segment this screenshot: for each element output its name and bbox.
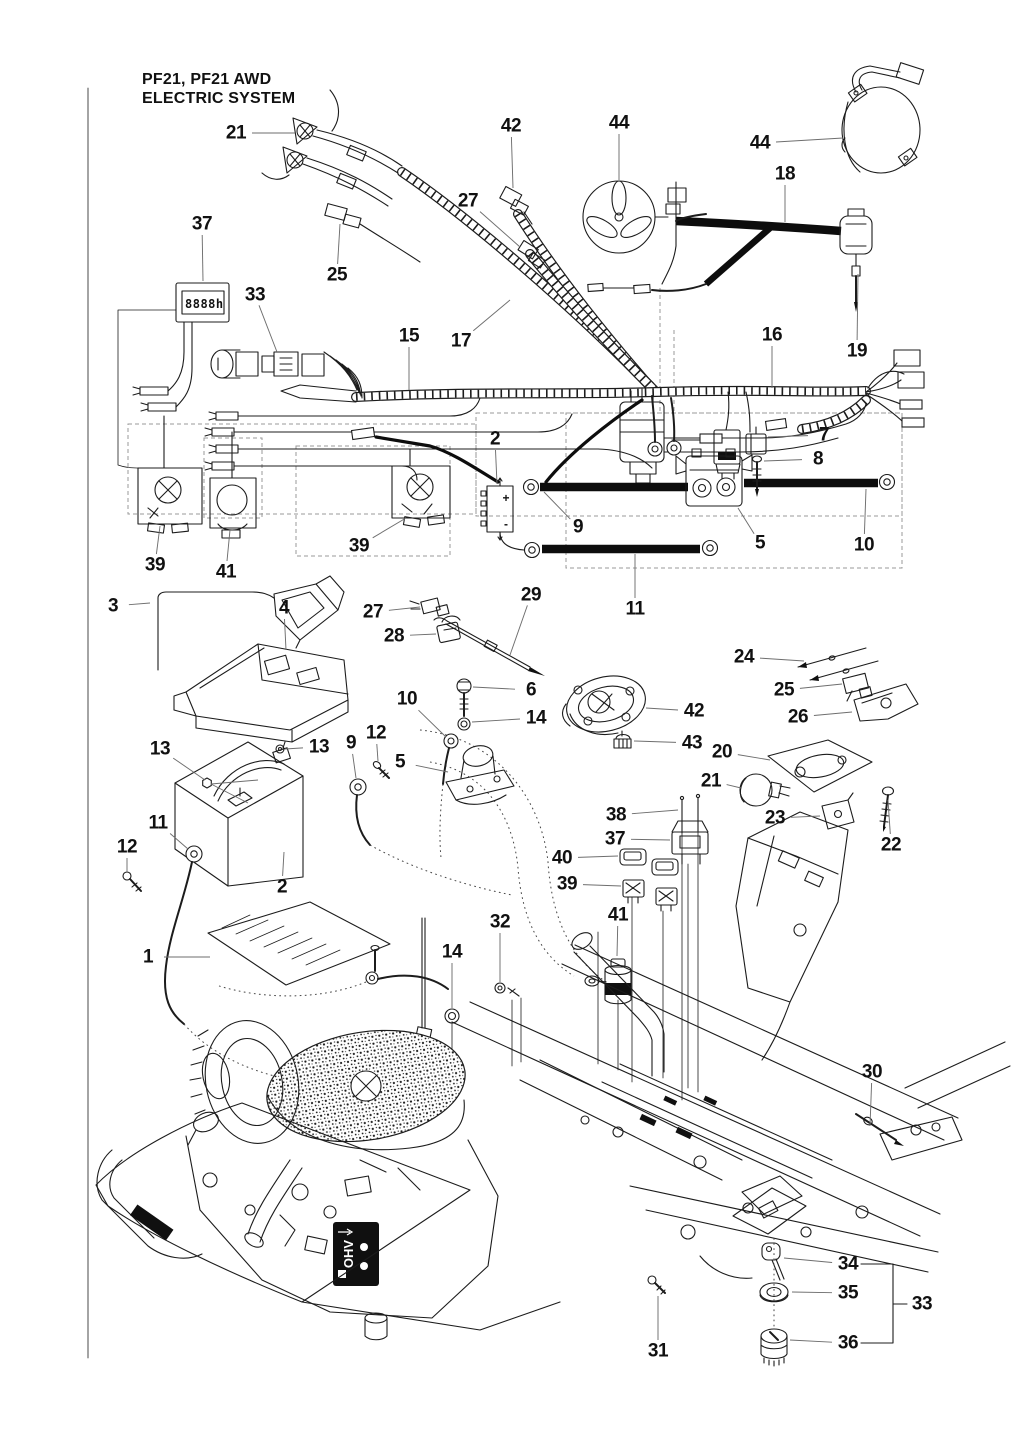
battery-plus-sign: +	[502, 491, 510, 505]
leader-line-9	[353, 754, 356, 778]
connector-27-28-mid	[410, 598, 461, 643]
leader-line-28	[410, 634, 436, 635]
callout-13: 13	[149, 738, 171, 760]
leader-line-44	[776, 138, 843, 142]
callout-41: 41	[607, 904, 629, 926]
callout-39: 39	[144, 554, 166, 576]
callout-4: 4	[278, 597, 290, 619]
leader-line-25	[338, 224, 340, 264]
callout-19: 19	[846, 340, 868, 362]
leader-line-3	[129, 603, 150, 605]
callout-7: 7	[818, 424, 830, 446]
leader-line-25	[800, 684, 842, 688]
battery-schematic-symbol	[481, 478, 513, 540]
callout-36: 36	[837, 1332, 859, 1354]
callout-11: 11	[625, 598, 645, 620]
callout-32: 32	[489, 911, 511, 933]
callout-23: 23	[764, 807, 786, 829]
harness-right-end	[866, 350, 924, 427]
engine-ground-wire	[216, 946, 448, 996]
dipstick-rod-29	[434, 618, 545, 676]
callout-14: 14	[441, 941, 463, 963]
callout-5: 5	[394, 751, 406, 773]
leader-line-39	[373, 518, 406, 538]
callout-42: 42	[683, 700, 705, 722]
callout-12: 12	[116, 836, 138, 858]
callout-43: 43	[681, 732, 703, 754]
starter-contact-5-mid	[440, 734, 514, 858]
dash-switch-parts	[620, 794, 708, 911]
callout-18: 18	[774, 163, 796, 185]
hour-meter-display: 8888h	[185, 297, 224, 311]
leader-line-17	[473, 300, 510, 331]
leader-line-26	[814, 712, 852, 716]
callout-39: 39	[348, 535, 370, 557]
callout-25: 25	[773, 679, 795, 701]
leader-line-5	[738, 508, 754, 534]
leader-line-41	[227, 530, 230, 561]
leader-line-37	[202, 235, 203, 281]
leader-line-39	[156, 526, 160, 554]
ignition-switch-connector	[211, 350, 324, 378]
bracket-23-bolt-22	[822, 787, 894, 832]
callout-15: 15	[398, 325, 420, 347]
headlight-assembly	[283, 118, 402, 206]
leader-line-29	[510, 605, 527, 655]
pins-24-25-26	[798, 648, 918, 721]
leader-line-36	[790, 1340, 832, 1342]
callout-27: 27	[362, 601, 384, 623]
callout-25: 25	[326, 264, 348, 286]
ignition-key-set	[648, 1188, 907, 1366]
battery-minus-sign: -	[504, 517, 508, 531]
leader-line-20	[738, 755, 770, 760]
leader-line-40	[578, 856, 618, 857]
bolt-6-nut-14	[457, 679, 471, 730]
leader-line-10	[864, 489, 866, 534]
leader-line-38	[632, 810, 678, 814]
callout-16: 16	[761, 324, 783, 346]
callout-29: 29	[520, 584, 542, 606]
callout-44: 44	[608, 112, 630, 134]
harness-connector-block	[620, 389, 664, 483]
page-title-line2: ELECTRIC SYSTEM	[142, 90, 296, 107]
callout-14: 14	[525, 707, 547, 729]
leader-line-43	[634, 741, 676, 742]
leader-line-33	[259, 305, 277, 352]
callout-20: 20	[711, 741, 733, 763]
harness-branch-wires	[164, 398, 866, 480]
callout-17: 17	[450, 330, 472, 352]
fender-dotted-outline	[420, 730, 620, 990]
callout-33: 33	[244, 284, 266, 306]
horn	[842, 63, 924, 173]
battery	[175, 742, 303, 886]
callout-21: 21	[225, 122, 247, 144]
wiring-looms	[281, 172, 866, 429]
leader-line-4	[285, 619, 287, 650]
hour-meter	[118, 283, 229, 468]
callout-35: 35	[837, 1282, 859, 1304]
callout-leader-lines	[127, 133, 890, 1342]
relay-18-block	[840, 209, 872, 312]
callout-6: 6	[525, 679, 537, 701]
steering-console	[736, 812, 848, 1060]
page-title-line1: PF21, PF21 AWD	[142, 71, 272, 88]
leader-line-5	[416, 765, 448, 772]
leader-line-10	[419, 710, 447, 737]
callout-33: 33	[911, 1293, 933, 1315]
callout-42: 42	[500, 115, 522, 137]
relay-and-fuse-7-8	[714, 392, 766, 497]
callout-31: 31	[647, 1340, 669, 1362]
callout-37: 37	[191, 213, 213, 235]
leader-line-22	[888, 800, 890, 834]
callout-28: 28	[383, 625, 405, 647]
leader-line-42	[646, 708, 678, 710]
leader-line-19	[857, 274, 858, 340]
callout-8: 8	[812, 448, 824, 470]
callout-21: 21	[700, 770, 722, 792]
callout-44: 44	[749, 132, 771, 154]
fan-symbol	[583, 181, 686, 284]
battery-cover	[174, 644, 348, 742]
callout-26: 26	[787, 706, 809, 728]
leader-line-12	[377, 744, 378, 761]
headlight-housing-20-21	[740, 740, 872, 806]
callout-11: 11	[148, 812, 168, 834]
callout-30: 30	[861, 1061, 883, 1083]
page-title	[142, 70, 295, 108]
relay-41	[210, 478, 256, 538]
callout-13: 13	[308, 736, 330, 758]
leader-line-39	[583, 885, 621, 886]
leader-line-24	[760, 658, 804, 661]
leader-line-11	[170, 834, 188, 850]
callout-27: 27	[457, 190, 479, 212]
leader-line-2	[283, 852, 284, 876]
stator-plate-42	[561, 668, 652, 748]
leader-line-35	[792, 1292, 832, 1293]
leader-line-37	[631, 839, 670, 840]
callout-9: 9	[345, 732, 357, 754]
callout-40: 40	[551, 847, 573, 869]
callout-10: 10	[396, 688, 418, 710]
leader-line-41	[617, 926, 618, 956]
callout-24: 24	[733, 646, 755, 668]
leader-line-42	[511, 137, 513, 188]
leader-line-21	[727, 785, 741, 788]
washer-32	[495, 983, 521, 1066]
callout-5: 5	[754, 532, 766, 554]
callout-41: 41	[215, 561, 237, 583]
callout-3: 3	[107, 595, 119, 617]
positive-battery-cable	[350, 760, 512, 895]
callout-22: 22	[880, 834, 902, 856]
callout-10: 10	[853, 534, 875, 556]
callout-12: 12	[365, 722, 387, 744]
leader-line-23	[791, 816, 820, 817]
leader-line-34	[784, 1258, 832, 1263]
leader-line-14	[472, 719, 520, 722]
ohv-badge-text: OHV	[341, 1239, 356, 1269]
leader-line-6	[473, 687, 515, 689]
callout-39: 39	[556, 873, 578, 895]
callout-2: 2	[489, 428, 501, 450]
callout-37: 37	[604, 828, 626, 850]
callout-2: 2	[276, 876, 288, 898]
battery-tray-mat	[208, 902, 390, 985]
headlight-switch-left	[138, 468, 202, 533]
callout-1: 1	[142, 946, 154, 968]
callout-9: 9	[572, 516, 584, 538]
leader-line-8	[764, 460, 802, 461]
callout-38: 38	[605, 804, 627, 826]
callout-34: 34	[837, 1253, 859, 1275]
headlight-switch-right	[392, 466, 450, 527]
chassis-frame	[452, 929, 1010, 1278]
